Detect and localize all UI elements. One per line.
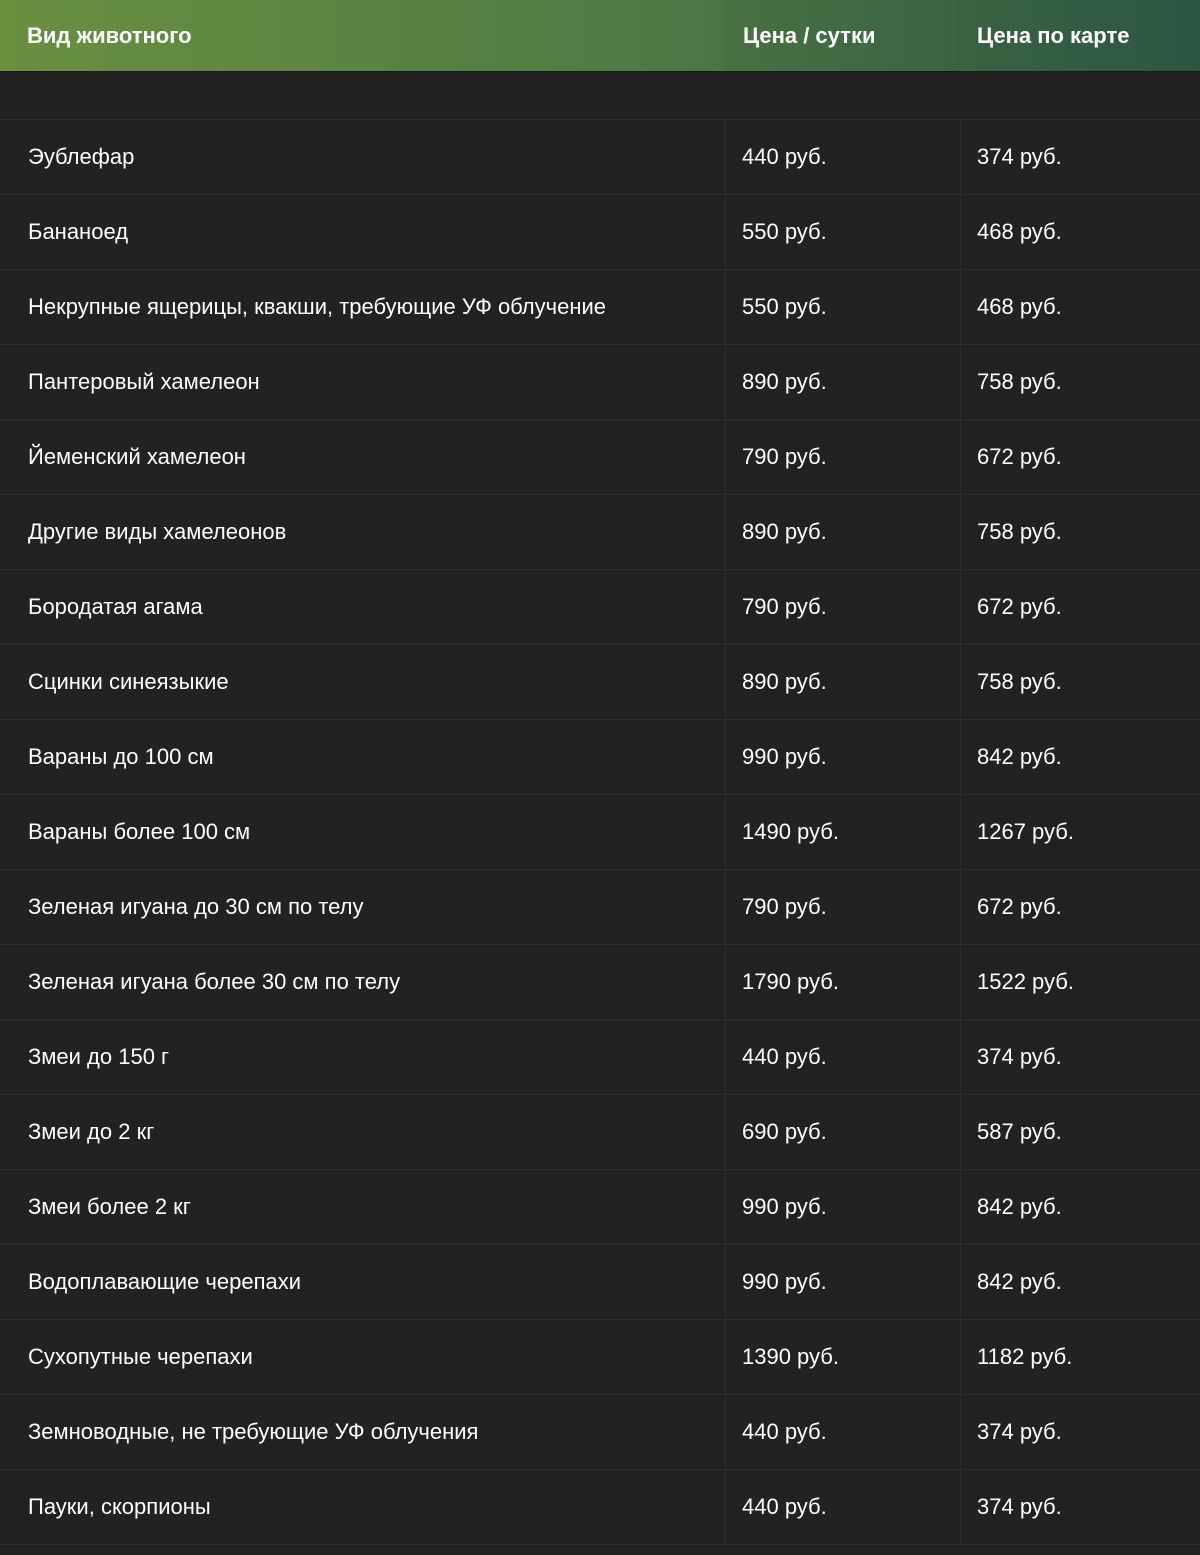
table-row xyxy=(0,1320,1200,1395)
price-per-day-cell: 550 руб. xyxy=(726,270,961,344)
table-row xyxy=(0,795,1200,870)
price-per-day-cell: 990 руб. xyxy=(726,1245,961,1319)
animal-type-cell: Некрупные ящерицы, квакши, требующие УФ облучение xyxy=(0,270,726,344)
card-price-cell: 672 руб. xyxy=(977,444,1062,469)
table-spacer-row xyxy=(0,72,1200,120)
card-price-cell: 374 руб. xyxy=(977,144,1062,169)
animal-type-cell: Сухопутные черепахи xyxy=(0,1320,726,1394)
price-per-day-cell: 890 руб. xyxy=(726,645,961,719)
table-row xyxy=(0,1245,1200,1320)
price-per-day-cell: 1390 руб. xyxy=(726,1320,961,1394)
animal-type-cell: Змеи до 150 г xyxy=(0,1020,726,1094)
card-price-cell: 758 руб. xyxy=(977,369,1062,394)
card-price-cell: 672 руб. xyxy=(977,894,1062,919)
animal-type-cell: Земноводные, не требующие УФ облучения xyxy=(0,1395,726,1469)
table-body xyxy=(0,120,1200,1545)
animal-type-cell: Зеленая игуана более 30 см по телу xyxy=(0,945,726,1019)
table-row xyxy=(0,1095,1200,1170)
animal-type-cell: Пауки, скорпионы xyxy=(0,1470,726,1544)
card-price-cell: 374 руб. xyxy=(977,1044,1062,1069)
price-per-day-cell: 1790 руб. xyxy=(726,945,961,1019)
header-card-price: Цена по карте xyxy=(956,0,1200,71)
table-row xyxy=(0,270,1200,345)
table-row xyxy=(0,570,1200,645)
animal-type-cell: Змеи до 2 кг xyxy=(0,1095,726,1169)
card-price-cell: 468 руб. xyxy=(977,294,1062,319)
price-per-day-cell: 440 руб. xyxy=(726,1020,961,1094)
animal-type-cell: Водоплавающие черепахи xyxy=(0,1245,726,1319)
price-per-day-cell: 890 руб. xyxy=(726,345,961,419)
animal-type-cell: Змеи более 2 кг xyxy=(0,1170,726,1244)
card-price-cell: 374 руб. xyxy=(977,1419,1062,1444)
card-price-cell: 468 руб. xyxy=(977,219,1062,244)
price-per-day-cell: 1490 руб. xyxy=(726,795,961,869)
table-row xyxy=(0,495,1200,570)
card-price-cell: 842 руб. xyxy=(977,1194,1062,1219)
price-per-day-cell: 890 руб. xyxy=(726,495,961,569)
price-per-day-cell: 440 руб. xyxy=(726,120,961,194)
table-row xyxy=(0,1470,1200,1545)
animal-type-cell: Другие виды хамелеонов xyxy=(0,495,726,569)
price-per-day-cell: 990 руб. xyxy=(726,720,961,794)
table-row xyxy=(0,1395,1200,1470)
animal-type-cell: Бородатая агама xyxy=(0,570,726,644)
table-row xyxy=(0,1170,1200,1245)
card-price-cell: 374 руб. xyxy=(977,1494,1062,1519)
animal-type-cell: Вараны более 100 см xyxy=(0,795,726,869)
animal-type-cell: Эублефар xyxy=(0,120,726,194)
card-price-cell: 758 руб. xyxy=(977,669,1062,694)
card-price-cell: 1182 руб. xyxy=(977,1344,1073,1369)
price-per-day-cell: 440 руб. xyxy=(726,1470,961,1544)
card-price-cell: 842 руб. xyxy=(977,744,1062,769)
table-row xyxy=(0,870,1200,945)
price-per-day-cell: 790 руб. xyxy=(726,870,961,944)
card-price-cell: 1267 руб. xyxy=(977,819,1075,844)
price-per-day-cell: 550 руб. xyxy=(726,195,961,269)
table-row xyxy=(0,945,1200,1020)
table-row xyxy=(0,645,1200,720)
card-price-cell: 587 руб. xyxy=(977,1119,1062,1144)
price-per-day-cell: 990 руб. xyxy=(726,1170,961,1244)
animal-type-cell: Йеменский хамелеон xyxy=(0,420,726,494)
price-per-day-cell: 440 руб. xyxy=(726,1395,961,1469)
table-row xyxy=(0,120,1200,195)
card-price-cell: 672 руб. xyxy=(977,594,1062,619)
animal-type-cell: Зеленая игуана до 30 см по телу xyxy=(0,870,726,944)
price-per-day-cell: 790 руб. xyxy=(726,420,961,494)
animal-type-cell: Пантеровый хамелеон xyxy=(0,345,726,419)
animal-type-cell: Вараны до 100 см xyxy=(0,720,726,794)
card-price-cell: 842 руб. xyxy=(977,1269,1062,1294)
table-row xyxy=(0,1020,1200,1095)
animal-type-cell: Сцинки синеязыкие xyxy=(0,645,726,719)
animal-type-cell: Бананоед xyxy=(0,195,726,269)
header-price-per-day: Цена / сутки xyxy=(722,0,956,71)
table-header xyxy=(0,0,1200,72)
card-price-cell: 758 руб. xyxy=(977,519,1062,544)
card-price-cell: 1522 руб. xyxy=(977,969,1075,994)
table-row xyxy=(0,195,1200,270)
header-animal-type: Вид животного xyxy=(27,23,192,48)
table-row xyxy=(0,345,1200,420)
table-row xyxy=(0,420,1200,495)
price-per-day-cell: 690 руб. xyxy=(726,1095,961,1169)
table-row xyxy=(0,720,1200,795)
price-per-day-cell: 790 руб. xyxy=(726,570,961,644)
